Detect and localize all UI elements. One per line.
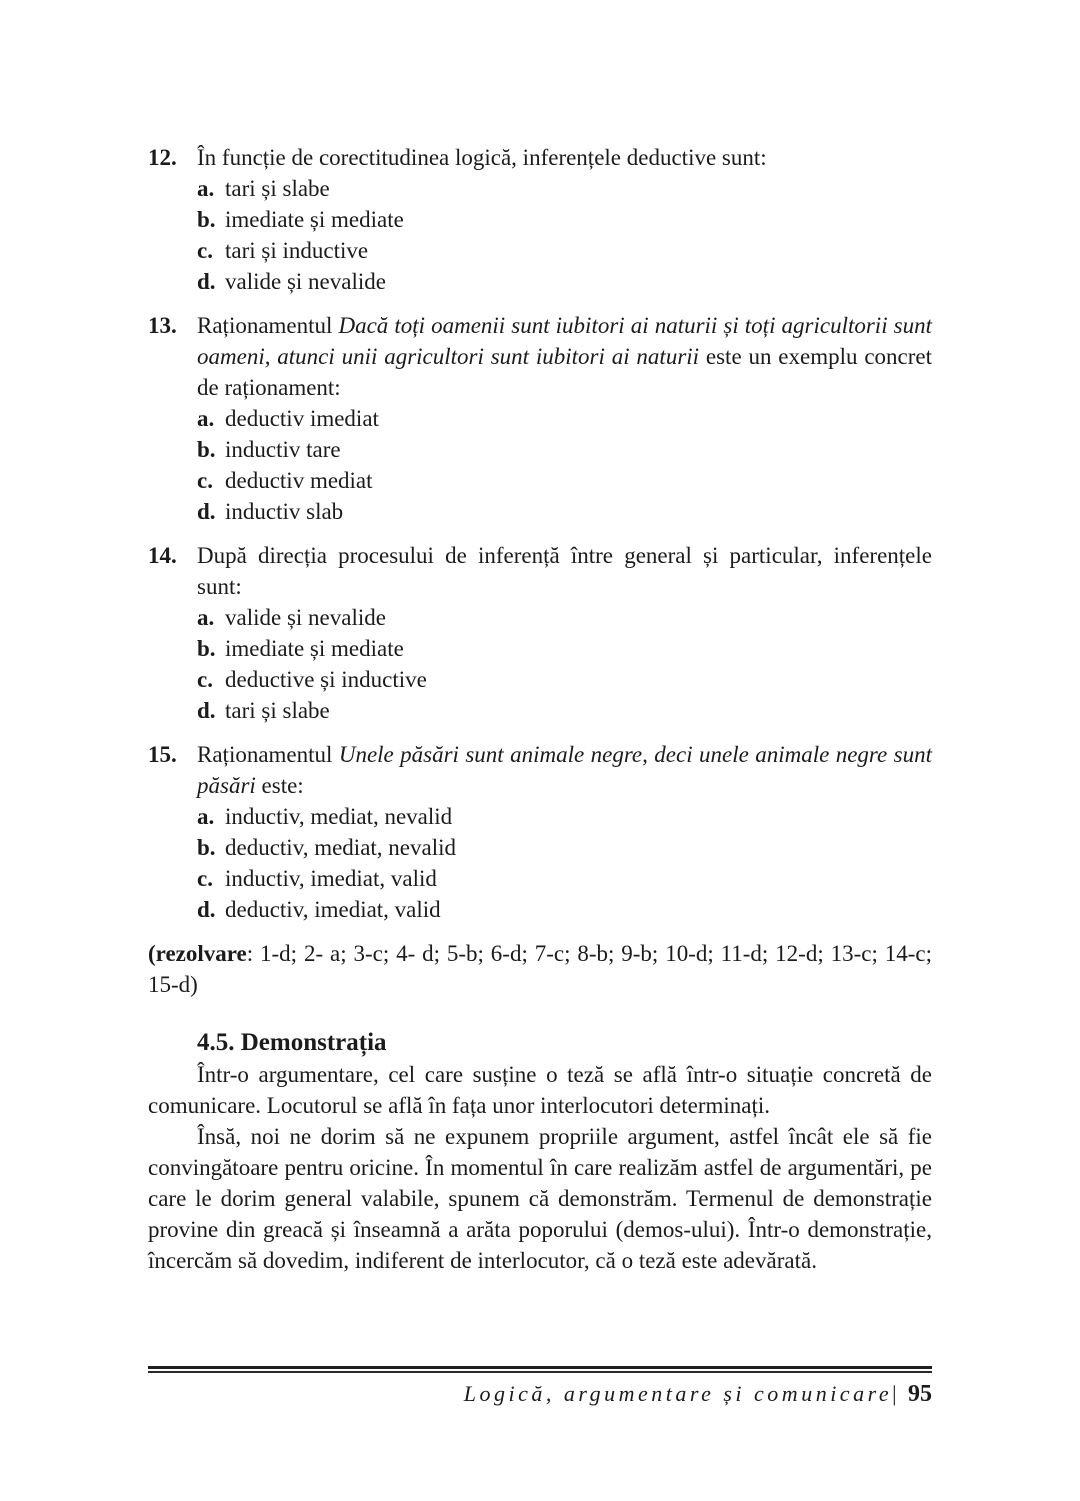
option-c: [197, 863, 932, 894]
option-b: [197, 832, 932, 863]
question-stem: Raționamentul Unele păsări sunt animale negre, deci unele animale negre sunt păsări este:: [197, 742, 932, 798]
option-letter: a.: [197, 176, 215, 201]
question-stem: În funcție de corectitudinea logică, inferențele deductive sunt:: [197, 145, 767, 170]
option-a: [197, 173, 932, 204]
option-b: [197, 633, 932, 664]
option-text: valide și nevalide: [225, 269, 386, 294]
option-letter: b.: [197, 437, 216, 462]
question-stem: După direcția procesului de inferență între general și particular, inferențele sunt:: [197, 543, 932, 599]
option-text: inductiv tare: [225, 437, 341, 462]
option-letter: d.: [197, 499, 216, 524]
option-text: tari și inductive: [225, 238, 369, 263]
option-a: [197, 602, 932, 633]
option-letter: a.: [197, 804, 215, 829]
option-letter: c.: [197, 238, 213, 263]
option-letter: b.: [197, 636, 216, 661]
option-b: [197, 434, 932, 465]
section-paragraph-1: Într-o argumentare, cel care susține o teză se află într-o situație concretă de comunicare. Locutorul se află în fața unor interlocutori determinați.: [148, 1062, 932, 1118]
option-text: tari și slabe: [225, 176, 330, 201]
option-text: valide și nevalide: [225, 605, 386, 630]
answer-key: [148, 938, 932, 1000]
section-heading: 4.5. Demonstrația: [197, 1029, 387, 1056]
question-number: 13.: [148, 313, 177, 338]
option-text: deductiv, imediat, valid: [225, 897, 441, 922]
option-text: inductiv, mediat, nevalid: [225, 804, 453, 829]
footer-separator: |: [892, 1381, 900, 1406]
stem-italic-example: Dacă toți oamenii sunt iubitori ai naturii și toți agricultorii sunt oameni, atunci unii agricultori sunt iubitori ai naturii: [197, 313, 932, 369]
footer-rule: [148, 1366, 932, 1373]
question-stem: Raționamentul Dacă toți oamenii sunt iubitori ai naturii și toți agricultorii sunt oameni, atunci unii agricultori sunt iubitori ai naturii este un exemplu concret de raționament:: [197, 313, 932, 400]
option-d: [197, 695, 932, 726]
question-14: [148, 540, 932, 726]
option-a: [197, 403, 932, 434]
page-footer: [148, 1378, 932, 1410]
question-number: 12.: [148, 145, 177, 170]
option-letter: c.: [197, 667, 213, 692]
answer-key-label: (rezolvare: [148, 941, 247, 966]
question-13: [148, 310, 932, 527]
option-text: deductiv, mediat, nevalid: [225, 835, 456, 860]
option-d: [197, 266, 932, 297]
section-paragraph-2: Însă, noi ne dorim să ne expunem propriile argument, astfel încât ele să fie convingătoare pentru oricine. În momentul în care realizăm astfel de argumentări, pe care le dorim general valabile, spunem că demonstrăm. Termenul de demonstrație provine din greacă și înseamnă a arăta poporului (demos-ului). Într-o demonstrație, încercăm să dovedim, indiferent de interlocutor, că o teză este adevărată.: [148, 1124, 932, 1273]
option-c: [197, 235, 932, 266]
option-c: [197, 664, 932, 695]
option-text: deductiv mediat: [225, 468, 373, 493]
option-text: deductiv imediat: [225, 406, 379, 431]
option-text: inductiv slab: [225, 499, 344, 524]
stem-italic-example: Unele păsări sunt animale negre, deci unele animale negre sunt păsări: [197, 742, 932, 798]
option-d: [197, 496, 932, 527]
option-text: imediate și mediate: [225, 207, 404, 232]
option-letter: a.: [197, 406, 215, 431]
option-letter: c.: [197, 468, 213, 493]
option-d: [197, 894, 932, 925]
option-text: imediate și mediate: [225, 636, 404, 661]
option-letter: c.: [197, 866, 213, 891]
question-12: [148, 142, 932, 297]
option-c: [197, 465, 932, 496]
option-b: [197, 204, 932, 235]
option-letter: a.: [197, 605, 215, 630]
option-letter: d.: [197, 269, 216, 294]
question-15: [148, 739, 932, 925]
option-text: deductive și inductive: [225, 667, 427, 692]
option-letter: b.: [197, 835, 216, 860]
question-number: 14.: [148, 543, 177, 568]
option-letter: b.: [197, 207, 216, 232]
footer-book-title: Logică, argumentare și comunicare: [463, 1381, 893, 1406]
option-letter: d.: [197, 698, 216, 723]
option-a: [197, 801, 932, 832]
question-number: 15.: [148, 742, 177, 767]
footer-page-number: 95: [908, 1381, 932, 1407]
answer-key-text: : 1-d; 2- a; 3-c; 4- d; 5-b; 6-d; 7-c; 8-b; 9-b; 10-d; 11-d; 12-d; 13-c; 14-c; 15-d): [148, 941, 932, 997]
option-text: tari și slabe: [225, 698, 330, 723]
option-letter: d.: [197, 897, 216, 922]
option-text: inductiv, imediat, valid: [225, 866, 437, 891]
